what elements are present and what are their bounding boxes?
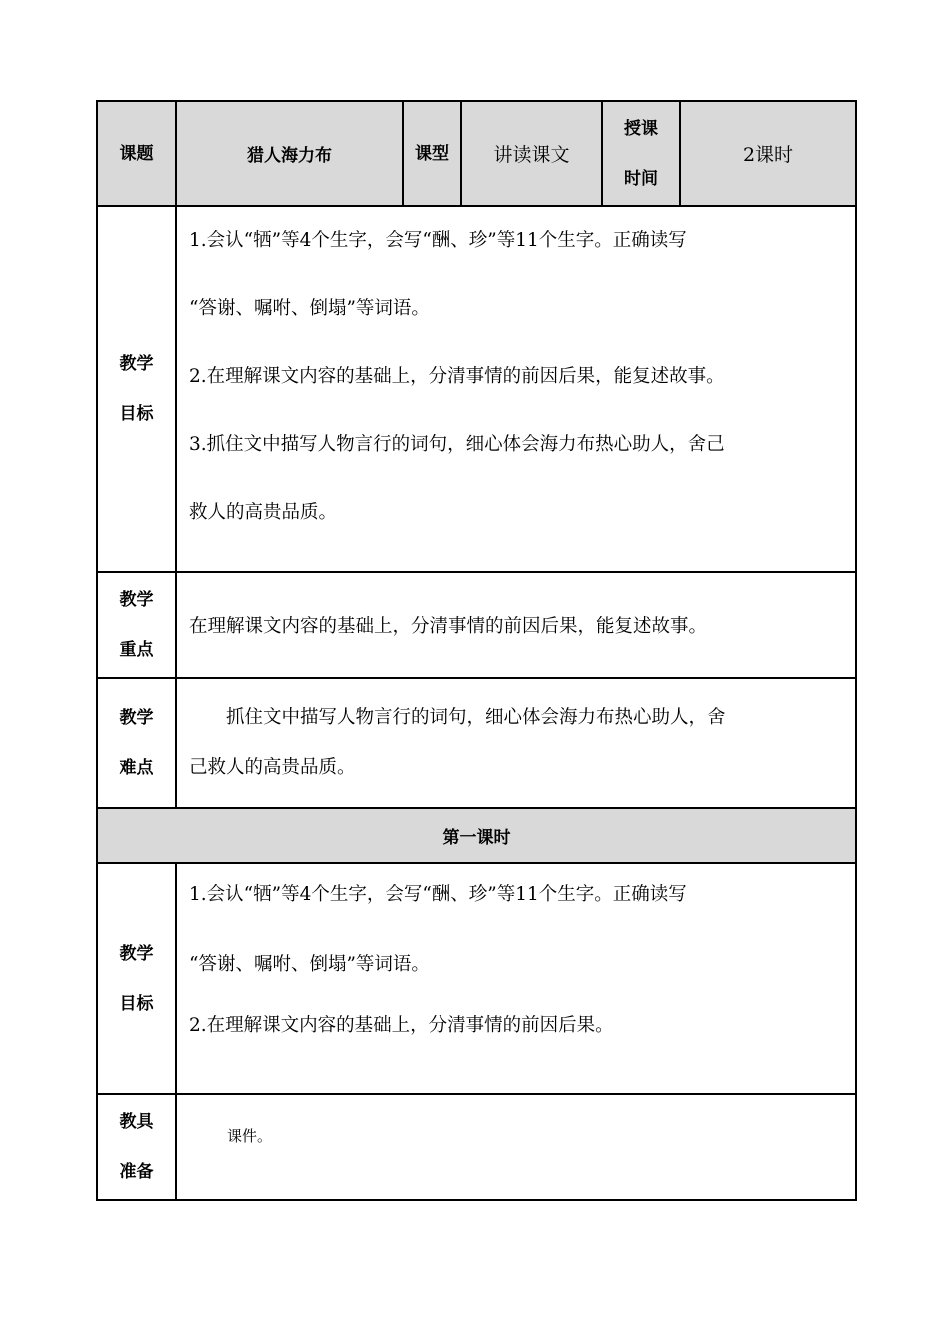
objectives-label-line1: 教学 (119, 354, 154, 374)
difficulties-row (97, 678, 856, 808)
objectives-label-line2: 目标 (119, 404, 154, 424)
first-lesson-objective-line: 1.会认“牺”等4个生字，会写“酬、珍”等11个生字。正确读写 (189, 884, 687, 905)
materials-label-line1: 教具 (119, 1112, 154, 1132)
first-lesson-objectives-content (176, 863, 856, 1094)
first-lesson-objectives-row (97, 863, 856, 1094)
difficulties-line: 抓住文中描写人物言行的词句，细心体会海力布热心助人，舍 (226, 707, 726, 728)
first-lesson-objective-line: “答谢、嘱咐、倒塌”等词语。 (189, 954, 430, 975)
subject-value: 猎人海力布 (176, 101, 403, 206)
difficulties-label (97, 678, 176, 808)
time-label (602, 101, 680, 206)
objective-line: 3.抓住文中描写人物言行的词句，细心体会海力布热心助人，舍己 (189, 434, 725, 455)
subject-label: 课题 (97, 101, 176, 206)
lesson-plan-table (96, 100, 857, 1201)
difficulties-content (176, 678, 856, 808)
key-points-label-line1: 教学 (119, 590, 154, 610)
objectives-row (97, 206, 856, 572)
header-row (97, 101, 856, 206)
materials-label-line2: 准备 (119, 1162, 154, 1182)
objective-line: 救人的高贵品质。 (189, 502, 338, 523)
key-points-label (97, 572, 176, 678)
difficulties-label-line1: 教学 (119, 708, 154, 728)
objectives-label (97, 206, 176, 572)
time-value: 2课时 (680, 101, 856, 206)
difficulties-label-line2: 难点 (119, 758, 154, 778)
key-points-content (176, 572, 856, 678)
objective-line: “答谢、嘱咐、倒塌”等词语。 (189, 298, 430, 319)
difficulties-line: 己救人的高贵品质。 (189, 757, 356, 778)
type-label: 课型 (403, 101, 461, 206)
objectives-content (176, 206, 856, 572)
objective-line: 2.在理解课文内容的基础上，分清事情的前因后果，能复述故事。 (189, 366, 725, 387)
type-value: 讲读课文 (461, 101, 602, 206)
materials-content (176, 1094, 856, 1200)
time-label-line1: 授课 (624, 118, 658, 139)
first-lesson-row (97, 808, 856, 863)
key-points-label-line2: 重点 (119, 640, 154, 660)
first-lesson-objective-line: 2.在理解课文内容的基础上，分清事情的前因后果。 (189, 1015, 614, 1036)
objective-line: 1.会认“牺”等4个生字，会写“酬、珍”等11个生字。正确读写 (189, 230, 687, 251)
first-lesson-title: 第一课时 (97, 808, 856, 863)
materials-label (97, 1094, 176, 1200)
materials-row (97, 1094, 856, 1200)
first-lesson-objectives-label-line1: 教学 (119, 943, 154, 964)
first-lesson-objectives-label (97, 863, 176, 1094)
key-points-text: 在理解课文内容的基础上，分清事情的前因后果，能复述故事。 (189, 616, 708, 637)
key-points-row (97, 572, 856, 678)
time-label-line2: 时间 (624, 168, 658, 189)
first-lesson-objectives-label-line2: 目标 (119, 993, 154, 1014)
materials-value: 课件。 (227, 1127, 273, 1145)
